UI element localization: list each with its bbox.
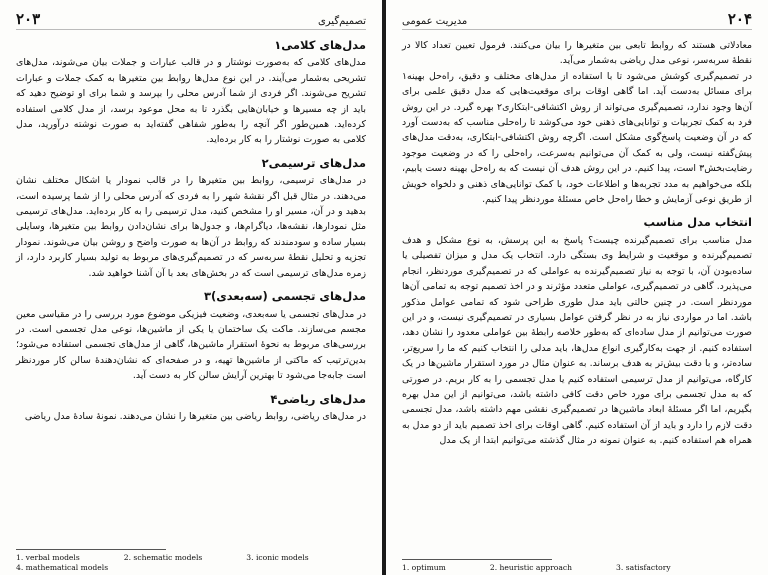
page-header	[402, 10, 752, 30]
footnote: 1. verbal models	[16, 553, 80, 562]
footnote: 2. heuristic approach	[489, 563, 573, 572]
section-heading: مدل‌های ترسیمی۲	[261, 155, 366, 170]
paragraph: مدل مناسب برای تصمیم‌گیرنده چیست؟ پاسخ به این پرسش، به نوع مشکل و هدف تصمیم‌گیرنده و موقعیت و شرایط وی بستگی دارد. انتخاب یک مدل و میزان تفصیلی یا ساده‌بودن آن، با توجه به نیاز تصمیم‌گیرنده به عواملی که در تصمیم‌گیری موردنظر، انجام می‌پذیرد. گاهی در تصمیم‌گیری، عواملی متعدد مؤثرند و در اخذ تصمیم توجه به تمامی آن‌ها موردنظر است. در چنین حالتی باید مدل طوری طراحی شود که تمامی عوامل مذکور باشد. اما در مواردی نیاز به در نظر گرفتن عوامل بسیاری در تصمیم‌گیری نیست، و در این صورت می‌توانیم از مدل ساده‌ای که به‌طور خلاصه رابطهٔ بین عواملی معدود را نشان دهد، استفاده کنیم. از جهت به‌کارگیری انواع مدل‌ها، باید مدلی را انتخاب کنیم که ما را سریع‌تر، ساده‌تر، و با دقت بیش‌تر به هدف برساند. به عنوان مثال در مورد استقرار ماشین‌ها در یک کارگاه، می‌توانیم از مدل ترسیمی استفاده کنیم یا مدل تجسمی را به کار بریم. در صورتی که به مدل تجسمی برای مورد خاص دقت کافی داشته باشد، می‌توانیم از این مدل بهره بگیریم، اما اگر مسئلهٔ ابعاد ماشین‌ها در تصمیم‌گیری نقشی مهم داشته باشد، مدل تجسمی دقت لازم را دارد و باید از آن استفاده کنیم. گاهی اوقات برای اخذ تصمیم باید از دو مدل به همراه هم استفاده کنیم. به عنوان نمونه در مثال گذشته می‌توانیم ابتدا از یک مدل	[402, 234, 752, 447]
footnote: 4. mathematical models	[16, 563, 109, 572]
paragraph: در مدل‌های ترسیمی، روابط بین متغیرها را در قالب نمودار یا اشکال مختلف نشان می‌دهند. در مثال قبل اگر نقشهٔ شهر را به فردی که آدرس محلی را از شما پرسیده است، بدهید و در آن، مسیر او را مشخص کنید، مدل ترسیمی را به کار برده‌اید. مدل‌های ترسیمی مثل نمودارها، نقشه‌ها، دیاگرام‌ها، و جدول‌ها برای نشان‌دادن روابط بین متغیرها، وسایلی بسیار ساده و سودمندند که روابط در آن‌ها به صورت واضح و روشن بیان می‌شوند. نمودار تجزیه و تحلیل نقطهٔ سربه‌سر که در تصمیم‌گیری‌های مربوط به تولید بسیار کاربرد دارد، از زمره مدل‌های ترسیمی است که در بخش‌های بعد با آن آشنا خواهید شد.	[16, 175, 366, 279]
page-body	[16, 38, 366, 424]
running-head: مدیریت عمومی	[402, 16, 468, 27]
footnote: 1. optimum	[402, 563, 446, 572]
footnotes	[402, 553, 752, 573]
footnote: 2. schematic models	[123, 553, 203, 562]
paragraph: در مدل‌های تجسمی یا سه‌بعدی، وضعیت فیزیکی موضوع مورد بررسی را در مقیاسی معین مجسم می‌سازند. ماکت یک ساختمان یا یکی از ماشین‌ها، نوعی مدل تجسمی است. در بررسی‌های مربوط به نحوهٔ استقرار ماشین‌ها، گاهی از مدل‌های تجسمی استفاده می‌شود؛ بدین‌ترتیب که ماکتی از ماشین‌ها تهیه، و در صفحه‌ای که نشان‌دهندهٔ سالن کار موردنظر است جابه‌جا می‌شود تا بهترین آرایش سالن کار به دست آید.	[16, 308, 366, 382]
page-number: ۲۰۴	[727, 10, 752, 28]
left-page	[0, 0, 382, 575]
paragraph: در تصمیم‌گیری کوشش می‌شود تا با استفاده از مدل‌های مختلف و دقیق، راه‌حل بهینه۱ برای مسائل به‌دست آید. اما گاهی اوقات برای موقعیت‌هایی که مدل دقیق علمی برای آن‌ها وجود ندارد، تصمیم‌گیری می‌تواند از روش اکتشافی-ابتکاری۲ بهره گیرد. در این روش فرد به کمک تجربیات و توانایی‌های ذهنی خود می‌کوشد تا راه‌حلی مناسب که به‌دست آورد که در آن وضعیت پاسخ‌گوی مشکل است. اگرچه روش اکتشافی-ابتکاری، به‌دقت مدل‌های پیش‌گفته نیست، ولی به کمک آن می‌توانیم به‌سرعت، راه‌حلی را که در وضعیت موجود رضایت‌بخش۳ است، پیدا کنیم. در این روش هدف آن نیست که به راه‌حل بهینه دست یابیم، بلکه می‌خواهیم به مدد تجربه‌ها و اطلاعات خود، با کمک توانایی‌های ذهنی و دلخواه خویش از طریق نوعی آزمایش و خطا راه‌حل خاص مسئلهٔ موردنظر پیدا کنیم.	[402, 70, 752, 206]
page-number: ۲۰۳	[16, 10, 41, 28]
footnote-row	[16, 563, 366, 573]
section-heading: انتخاب مدل مناسب	[643, 215, 752, 230]
footnote: 3. iconic models	[246, 553, 309, 562]
section-heading: مدل‌های کلامی۱	[274, 38, 366, 52]
footnote-row	[402, 563, 752, 573]
paragraph: در مدل‌های ریاضی، روابط ریاضی بین متغیرها را نشان می‌دهند. نمونهٔ سادهٔ مدل ریاضی	[24, 410, 366, 422]
footnote-rule	[16, 549, 166, 550]
paragraph: معادلاتی هستند که روابط تابعی بین متغیرها را بیان می‌کنند. فرمول تعیین تعداد کالا در نقطهٔ سربه‌سر، نوعی مدل ریاضی به‌شمار می‌آید.	[402, 40, 752, 67]
paragraph: مدل‌های کلامی که به‌صورت نوشتار و در قالب عبارات و جملات بیان می‌شوند، مدل‌های تشریحی به‌شمار می‌آیند. در این نوع مدل‌ها روابط بین متغیرها به کمک جملات و عبارات تشریح می‌شوند. اگر فردی از شما آدرس محلی را بپرسد و شما برای او توضیح دهید که باید از چه مسیرها و خیابان‌هایی بگذرد تا به محل موعود برسد، از مدل کلامی استفاده کرده‌اید. همین‌طور اگر آنچه را به‌طور شفاهی گفته‌اید به صورت نوشته درآورید، مدل کلامی به صورت نوشتار را به کار برده‌اید.	[16, 57, 366, 146]
footnote-row	[16, 553, 366, 563]
page-body	[402, 38, 752, 449]
section-heading: مدل‌های تجسمی (سه‌بعدی)۳	[203, 289, 366, 304]
page-header	[16, 10, 366, 30]
footnote: 3. satisfactory	[616, 563, 671, 572]
footnote-rule	[402, 559, 552, 560]
section-heading: مدل‌های ریاضی۴	[270, 391, 366, 406]
right-page	[386, 0, 768, 575]
footnotes	[16, 543, 366, 573]
running-head: تصمیم‌گیری	[317, 16, 366, 27]
